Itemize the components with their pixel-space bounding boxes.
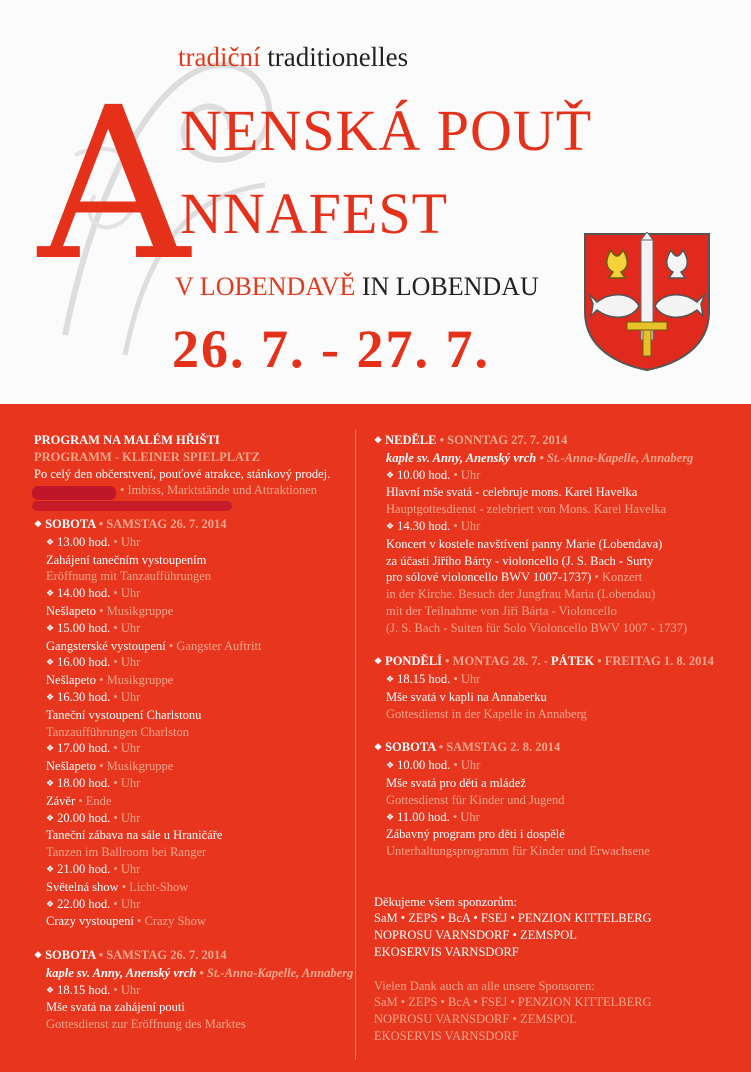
sponsors-line: NOPROSU VARNSDORF • ZEMSPOL	[374, 928, 577, 943]
event-title: Taneční vystoupení Charlstonu	[46, 707, 202, 722]
event-time: ❖ 10.00 hod. • Uhr	[374, 467, 714, 485]
sponsors-line-de: NOPROSU VARNSDORF • ZEMSPOL	[374, 1012, 577, 1027]
title-line-cz: NENSKÁ POUŤ	[180, 98, 593, 163]
event-title-de: Eröffnung mit Tanzaufführungen	[46, 569, 212, 584]
event-title: Koncert v kostele navštívení panny Marie (Lobendava)	[386, 536, 663, 551]
event-time: ❖ 14.30 hod. • Uhr	[374, 518, 714, 536]
event-time: ❖ 15.00 hod. • Uhr	[34, 620, 353, 638]
day-heading: ❖ PONDĚLÍ • MONTAG 28. 7. - PÁTEK • FREITAG 1. 8. 2014	[374, 653, 714, 671]
event-title: Crazy vystoupení • Crazy Show	[46, 914, 206, 929]
day-heading: ❖ NEDĚLE • SONNTAG 27. 7. 2014	[374, 432, 714, 450]
sponsors-line: EKOSERVIS VARNSDORF	[374, 944, 519, 959]
place-line: kaple sv. Anny, Anenský vrch • St.-Anna-Kapelle, Annaberg	[46, 965, 354, 980]
right-column	[374, 432, 714, 1045]
event-time: ❖ 11.00 hod. • Uhr	[374, 809, 714, 827]
event-time: ❖ 18.00 hod. • Uhr	[34, 775, 353, 793]
program-heading-de: PROGRAMM - KLEINER SPIELPLATZ	[34, 449, 260, 464]
event-title: pro sólové violoncello BWV 1007-1737) • Konzert	[386, 570, 643, 585]
day-heading: ❖ SOBOTA • SAMSTAG 26. 7. 2014	[34, 516, 353, 534]
sponsors-thanks-de: Vielen Dank auch an alle unsere Sponsoren:	[374, 978, 595, 993]
title-line-de: NNAFEST	[180, 181, 449, 246]
day-heading: ❖ SOBOTA • SAMSTAG 26. 7. 2014	[34, 947, 353, 965]
event-title: Taneční zábava na sále u Hraničáře	[46, 828, 223, 843]
event-title-de: mit der Teilnahme von Jiří Bárta - Violoncello	[386, 603, 617, 618]
event-time: ❖ 10.00 hod. • Uhr	[374, 757, 714, 775]
event-title-de: (J. S. Bach - Suiten für Solo Violoncello BWV 1007 - 1737)	[386, 620, 688, 635]
event-title: Mše svatá v kapli na Annaberku	[386, 689, 547, 704]
event-title-de: Hauptgottesdienst - zelebriert von Mons. Karel Havelka	[386, 502, 667, 517]
location-de: IN LOBENDAU	[361, 272, 539, 301]
event-title: Světelná show • Licht-Show	[46, 879, 189, 894]
subtitle-de: traditionelles	[267, 42, 409, 72]
event-time: ❖ 14.00 hod. • Uhr	[34, 585, 353, 603]
title-initial-letter: A	[38, 62, 190, 307]
event-time: ❖ 13.00 hod. • Uhr	[34, 534, 353, 552]
subtitle-cz: tradiční	[178, 42, 261, 72]
event-title: Mše svatá na zahájení pouti	[46, 1000, 185, 1015]
event-time: ❖ 18.15 hod. • Uhr	[374, 671, 714, 689]
event-title: Hlavní mše svatá - celebruje mons. Karel Havelka	[386, 485, 638, 500]
event-time: ❖ 21.00 hod. • Uhr	[34, 861, 353, 879]
event-time: ❖ 20.00 hod. • Uhr	[34, 810, 353, 828]
program-desc-cz: Po celý den občerstvení, pouťové atrakce, stánkový prodej.	[34, 466, 331, 481]
event-title: Nešlapeto • Musikgruppe	[46, 603, 174, 618]
event-title-de: Gottesdienst zur Eröffnung des Marktes	[46, 1017, 246, 1032]
program-heading-cz: PROGRAM NA MALÉM HŘIŠTI	[34, 433, 220, 447]
sponsors-line: SaM • ZEPS • BcA • FSEJ • PENZION KITTELBERG	[374, 911, 652, 926]
event-time: ❖ 22.00 hod. • Uhr	[34, 896, 353, 914]
event-time: ❖ 17.00 hod. • Uhr	[34, 740, 353, 758]
program-desc-de: • Imbiss, Marktstände und Attraktionen	[120, 483, 318, 498]
event-title: Nešlapeto • Musikgruppe	[46, 673, 174, 688]
event-title-de: Gottesdienst in der Kapelle in Annaberg	[386, 706, 587, 721]
event-title: Závěr • Ende	[46, 793, 112, 808]
coat-of-arms-icon	[583, 232, 711, 372]
event-title-de: Gottesdienst für Kinder und Jugend	[386, 792, 565, 807]
sponsors-line-de: EKOSERVIS VARNSDORF	[374, 1028, 519, 1043]
subtitle	[178, 42, 408, 73]
event-title: Mše svatá pro děti a mládež	[386, 775, 526, 790]
left-column	[34, 432, 353, 1033]
location-cz: V LOBENDAVĚ	[175, 272, 356, 301]
event-title-de: in der Kirche. Besuch der Jungfrau Maria (Lobendau)	[386, 587, 656, 602]
column-divider	[355, 430, 356, 1060]
day-heading: ❖ SOBOTA • SAMSTAG 2. 8. 2014	[374, 739, 714, 757]
place-line: kaple sv. Anny, Anenský vrch • St.-Anna-Kapelle, Annaberg	[386, 450, 694, 465]
event-title-de: Unterhaltungsprogramm für Kinder und Erwachsene	[386, 844, 650, 859]
sponsors-thanks-cz: Děkujeme všem sponzorům:	[374, 894, 518, 909]
event-title: Nešlapeto • Musikgruppe	[46, 759, 174, 774]
event-title: Gangsterské vystoupení • Gangster Auftritt	[46, 638, 262, 653]
event-title-de: Tanzen im Ballroom bei Ranger	[46, 845, 207, 860]
event-time: ❖ 18.15 hod. • Uhr	[34, 982, 353, 1000]
event-time: ❖ 16.00 hod. • Uhr	[34, 654, 353, 672]
event-dates: 26. 7. - 27. 7.	[172, 319, 490, 379]
event-time: ❖ 16.30 hod. • Uhr	[34, 689, 353, 707]
event-title: za účasti Jiřího Bárty - violoncello (J. S. Bach - Surty	[386, 553, 654, 568]
event-title-de: Tanzaufführungen Charlston	[46, 724, 189, 739]
event-title: Zahájení tanečním vystoupením	[46, 552, 207, 567]
event-title: Zábavný program pro děti i dospělé	[386, 827, 565, 842]
sponsors-line-de: SaM • ZEPS • BcA • FSEJ • PENZION KITTELBERG	[374, 995, 652, 1010]
location	[175, 272, 539, 302]
header-section	[0, 0, 751, 400]
